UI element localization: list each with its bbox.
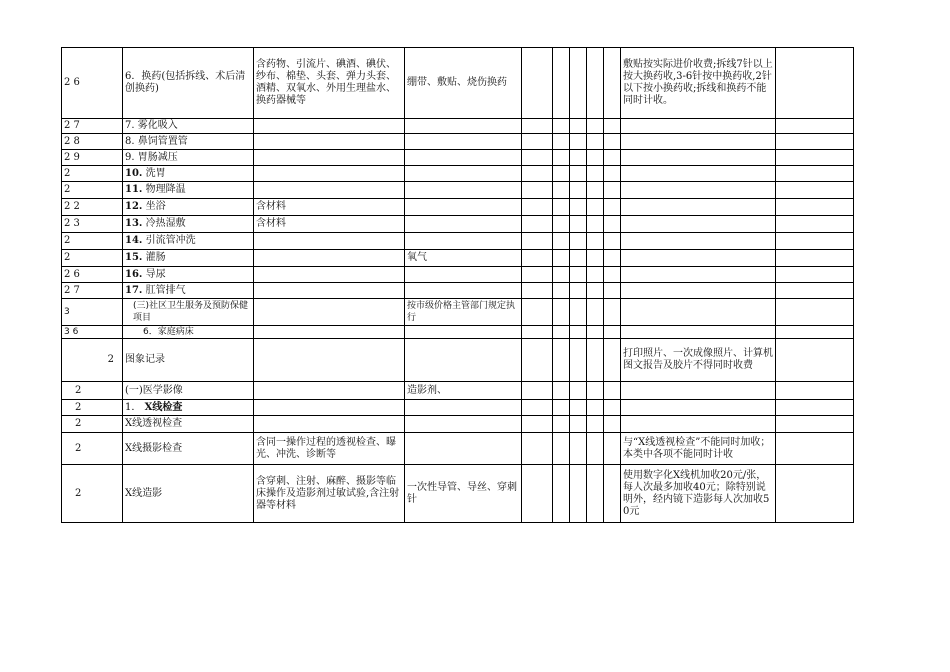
empty-cell	[587, 199, 604, 216]
empty-cell	[522, 267, 553, 283]
item-name: 图象记录	[123, 339, 254, 382]
item-name	[123, 400, 254, 416]
table-row	[62, 216, 854, 233]
empty-cell	[587, 250, 604, 267]
content-cell	[254, 326, 405, 339]
item-label: 冷热湿敷	[145, 218, 186, 229]
content-cell	[254, 299, 405, 326]
empty-cell	[587, 233, 604, 250]
note-cell	[621, 400, 776, 416]
empty-cell	[604, 326, 621, 339]
empty-cell	[604, 382, 621, 400]
item-name	[123, 182, 254, 199]
content-cell: 含材料	[254, 199, 405, 216]
empty-cell	[570, 400, 587, 416]
empty-cell	[587, 339, 604, 382]
note-cell	[621, 233, 776, 250]
empty-cell	[587, 182, 604, 199]
item-label: 胃肠减压	[137, 151, 178, 163]
item-name: 6．换药(包括拆线、术后清创换药)	[123, 48, 254, 119]
item-name: X线造影	[123, 465, 254, 523]
content-cell	[254, 166, 405, 182]
row-code: 2	[62, 339, 123, 382]
table-row	[62, 233, 854, 250]
empty-cell	[522, 400, 553, 416]
table-row	[62, 250, 854, 267]
item-label: 物理降温	[145, 184, 186, 195]
empty-cell	[570, 433, 587, 465]
empty-cell	[604, 233, 621, 250]
row-code: 2	[62, 382, 123, 400]
table-row	[62, 416, 854, 433]
note-cell: 敷贴按实际进价收费;拆线7针以上按大换药收,3-6针按中换药收,2针以下按小换药收;拆线和换药不能同时计收。	[621, 48, 776, 119]
empty-cell	[604, 299, 621, 326]
empty-cell	[604, 119, 621, 134]
item-name	[123, 199, 254, 216]
empty-cell	[553, 250, 570, 267]
empty-cell	[604, 267, 621, 283]
empty-cell	[604, 465, 621, 523]
content-cell: 含材料	[254, 216, 405, 233]
item-name	[123, 216, 254, 233]
table-row	[62, 150, 854, 166]
empty-cell	[604, 339, 621, 382]
empty-cell	[570, 326, 587, 339]
table-row	[62, 283, 854, 299]
content-cell	[254, 267, 405, 283]
excluded-cell	[405, 326, 522, 339]
empty-cell	[522, 416, 553, 433]
content-cell	[254, 382, 405, 400]
empty-cell	[570, 216, 587, 233]
excluded-cell	[405, 216, 522, 233]
excluded-cell	[405, 166, 522, 182]
table-row	[62, 199, 854, 216]
empty-cell	[570, 465, 587, 523]
empty-cell	[522, 119, 553, 134]
empty-cell	[522, 339, 553, 382]
row-code: 2	[62, 416, 123, 433]
empty-cell	[522, 134, 553, 150]
item-label: 肛管排气	[145, 284, 186, 296]
excluded-cell	[405, 400, 522, 416]
empty-cell	[776, 283, 854, 299]
note-cell	[621, 267, 776, 283]
content-cell	[254, 339, 405, 382]
row-code: 2	[62, 250, 123, 267]
empty-cell	[776, 233, 854, 250]
empty-cell	[522, 199, 553, 216]
item-number: 11.	[125, 184, 143, 195]
table-row	[62, 48, 854, 119]
table-row	[62, 400, 854, 416]
content-cell	[254, 250, 405, 267]
empty-cell	[604, 216, 621, 233]
empty-cell	[570, 299, 587, 326]
empty-cell	[522, 216, 553, 233]
empty-cell	[604, 182, 621, 199]
empty-cell	[522, 166, 553, 182]
note-cell	[621, 199, 776, 216]
empty-cell	[604, 400, 621, 416]
item-name: (一)医学影像	[123, 382, 254, 400]
excluded-cell	[405, 119, 522, 134]
empty-cell	[587, 283, 604, 299]
item-label: 鼻饲管置管	[137, 135, 188, 147]
item-label: 导尿	[145, 268, 166, 280]
empty-cell	[570, 48, 587, 119]
empty-cell	[570, 382, 587, 400]
empty-cell	[776, 416, 854, 433]
empty-cell	[553, 400, 570, 416]
item-name	[123, 134, 254, 150]
item-name: (三)社区卫生服务及预防保健项目	[123, 299, 254, 326]
row-code: 2	[62, 166, 123, 182]
empty-cell	[553, 326, 570, 339]
content-cell: 含同一操作过程的透视检查、曝光、冲洗、诊断等	[254, 433, 405, 465]
excluded-cell	[405, 267, 522, 283]
empty-cell	[776, 134, 854, 150]
empty-cell	[553, 267, 570, 283]
empty-cell	[604, 150, 621, 166]
empty-cell	[604, 134, 621, 150]
empty-cell	[604, 250, 621, 267]
excluded-cell: 氧气	[405, 250, 522, 267]
note-cell	[621, 283, 776, 299]
excluded-cell	[405, 339, 522, 382]
empty-cell	[570, 199, 587, 216]
content-cell	[254, 283, 405, 299]
note-cell: 使用数字化X线机加收20元/张，每人次最多加收40元；除特别说明外，经内镜下造影每人次加收50元	[621, 465, 776, 523]
note-cell: 与“X线透视检查”不能同时加收；本类中各项不能同时计收	[621, 433, 776, 465]
empty-cell	[604, 166, 621, 182]
row-code: 2 8	[62, 134, 123, 150]
empty-cell	[522, 233, 553, 250]
row-code: 2	[62, 182, 123, 199]
item-label: 引流管冲洗	[145, 235, 196, 246]
empty-cell	[587, 465, 604, 523]
excluded-cell	[405, 182, 522, 199]
note-cell	[621, 216, 776, 233]
item-name: X线摄影检查	[123, 433, 254, 465]
row-code: 2	[62, 465, 123, 523]
empty-cell	[553, 339, 570, 382]
item-number: 1．	[125, 401, 142, 413]
empty-cell	[522, 382, 553, 400]
empty-cell	[570, 233, 587, 250]
empty-cell	[570, 283, 587, 299]
empty-cell	[587, 150, 604, 166]
row-code: 2	[62, 400, 123, 416]
empty-cell	[587, 326, 604, 339]
note-cell	[621, 150, 776, 166]
empty-cell	[522, 150, 553, 166]
excluded-cell	[405, 416, 522, 433]
table-row	[62, 339, 854, 382]
empty-cell	[522, 326, 553, 339]
empty-cell	[522, 250, 553, 267]
item-number: 7.	[125, 120, 135, 131]
note-cell	[621, 250, 776, 267]
empty-cell	[553, 416, 570, 433]
row-code: 2 7	[62, 119, 123, 134]
empty-cell	[522, 283, 553, 299]
excluded-cell: 绷带、敷贴、烧伤换药	[405, 48, 522, 119]
row-code: 2 3	[62, 216, 123, 233]
empty-cell	[587, 433, 604, 465]
empty-cell	[553, 283, 570, 299]
empty-cell	[776, 166, 854, 182]
empty-cell	[776, 465, 854, 523]
excluded-cell	[405, 433, 522, 465]
empty-cell	[776, 199, 854, 216]
table-row	[62, 299, 854, 326]
note-cell	[621, 182, 776, 199]
table-row	[62, 166, 854, 182]
empty-cell	[553, 150, 570, 166]
item-number: 10.	[125, 167, 143, 179]
empty-cell	[587, 400, 604, 416]
empty-cell	[776, 182, 854, 199]
empty-cell	[776, 216, 854, 233]
note-cell	[621, 416, 776, 433]
empty-cell	[553, 48, 570, 119]
empty-cell	[776, 48, 854, 119]
excluded-cell	[405, 233, 522, 250]
content-cell: 含药物、引流片、碘酒、碘伏、纱布、棉垫、头套、弹力头套、酒精、双氧水、外用生理盐水、换药器械等	[254, 48, 405, 119]
row-code: 2 9	[62, 150, 123, 166]
excluded-cell	[405, 199, 522, 216]
empty-cell	[587, 382, 604, 400]
empty-cell	[553, 233, 570, 250]
excluded-cell	[405, 150, 522, 166]
empty-cell	[522, 48, 553, 119]
empty-cell	[570, 339, 587, 382]
excluded-cell: 一次性导管、导丝、穿刺针	[405, 465, 522, 523]
item-number: 14.	[125, 235, 143, 246]
empty-cell	[553, 182, 570, 199]
item-name: X线透视检查	[123, 416, 254, 433]
item-label: 雾化吸入	[137, 120, 178, 131]
empty-cell	[522, 182, 553, 199]
empty-cell	[522, 433, 553, 465]
table-row	[62, 119, 854, 134]
item-label: 洗胃	[145, 167, 166, 179]
empty-cell	[776, 299, 854, 326]
row-code: 2 2	[62, 199, 123, 216]
empty-cell	[776, 119, 854, 134]
empty-cell	[587, 166, 604, 182]
empty-cell	[570, 267, 587, 283]
item-name	[123, 150, 254, 166]
table-row	[62, 326, 854, 339]
item-number: 15.	[125, 252, 143, 263]
note-cell	[621, 382, 776, 400]
empty-cell	[522, 299, 553, 326]
empty-cell	[587, 48, 604, 119]
price-table	[61, 47, 854, 523]
item-label: 灌肠	[145, 252, 166, 263]
empty-cell	[522, 465, 553, 523]
row-code: 3	[62, 299, 123, 326]
empty-cell	[587, 119, 604, 134]
empty-cell	[776, 150, 854, 166]
item-label: 坐浴	[145, 201, 166, 212]
empty-cell	[776, 433, 854, 465]
empty-cell	[553, 134, 570, 150]
table-row	[62, 382, 854, 400]
row-code: 2 7	[62, 283, 123, 299]
table-row	[62, 182, 854, 199]
empty-cell	[570, 182, 587, 199]
content-cell: 含穿刺、注射、麻醉、摄影等临床操作及造影剂过敏试验,含注射器等材料	[254, 465, 405, 523]
item-number: 9.	[125, 151, 135, 163]
item-name	[123, 119, 254, 134]
table-row	[62, 465, 854, 523]
excluded-cell: 造影剂、	[405, 382, 522, 400]
item-number: 16.	[125, 268, 143, 280]
empty-cell	[776, 267, 854, 283]
table-row	[62, 134, 854, 150]
note-cell	[621, 134, 776, 150]
empty-cell	[570, 119, 587, 134]
empty-cell	[776, 326, 854, 339]
empty-cell	[587, 134, 604, 150]
empty-cell	[553, 119, 570, 134]
row-code: 2	[62, 433, 123, 465]
empty-cell	[553, 199, 570, 216]
empty-cell	[553, 299, 570, 326]
note-cell	[621, 119, 776, 134]
empty-cell	[604, 199, 621, 216]
empty-cell	[553, 465, 570, 523]
excluded-cell: 按市级价格主管部门规定执行	[405, 299, 522, 326]
item-name	[123, 267, 254, 283]
row-code: 2	[62, 233, 123, 250]
item-number: 8.	[125, 135, 135, 147]
note-cell: 打印照片、一次成像照片、计算机图文报告及胶片不得同时收费	[621, 339, 776, 382]
item-number: 12.	[125, 201, 143, 212]
empty-cell	[604, 416, 621, 433]
empty-cell	[570, 150, 587, 166]
note-cell	[621, 299, 776, 326]
empty-cell	[553, 433, 570, 465]
item-number: 17.	[125, 284, 143, 296]
empty-cell	[776, 339, 854, 382]
empty-cell	[570, 250, 587, 267]
empty-cell	[776, 250, 854, 267]
row-code: 3 6	[62, 326, 123, 339]
row-code: 2 6	[62, 267, 123, 283]
item-name: 6．家庭病床	[123, 326, 254, 339]
empty-cell	[553, 166, 570, 182]
empty-cell	[587, 299, 604, 326]
empty-cell	[604, 433, 621, 465]
table-row	[62, 267, 854, 283]
empty-cell	[587, 267, 604, 283]
content-cell	[254, 182, 405, 199]
empty-cell	[570, 166, 587, 182]
item-label: X线检查	[144, 401, 183, 413]
empty-cell	[587, 216, 604, 233]
item-name	[123, 283, 254, 299]
note-cell	[621, 326, 776, 339]
item-number: 13.	[125, 218, 143, 229]
empty-cell	[604, 48, 621, 119]
content-cell	[254, 119, 405, 134]
empty-cell	[553, 382, 570, 400]
table-row	[62, 433, 854, 465]
empty-cell	[776, 382, 854, 400]
empty-cell	[553, 216, 570, 233]
row-code: 2 6	[62, 48, 123, 119]
empty-cell	[776, 400, 854, 416]
item-name	[123, 250, 254, 267]
empty-cell	[587, 416, 604, 433]
excluded-cell	[405, 283, 522, 299]
excluded-cell	[405, 134, 522, 150]
item-name	[123, 233, 254, 250]
empty-cell	[570, 134, 587, 150]
empty-cell	[570, 416, 587, 433]
content-cell	[254, 150, 405, 166]
content-cell	[254, 416, 405, 433]
content-cell	[254, 400, 405, 416]
content-cell	[254, 233, 405, 250]
note-cell	[621, 166, 776, 182]
empty-cell	[604, 283, 621, 299]
item-name	[123, 166, 254, 182]
content-cell	[254, 134, 405, 150]
